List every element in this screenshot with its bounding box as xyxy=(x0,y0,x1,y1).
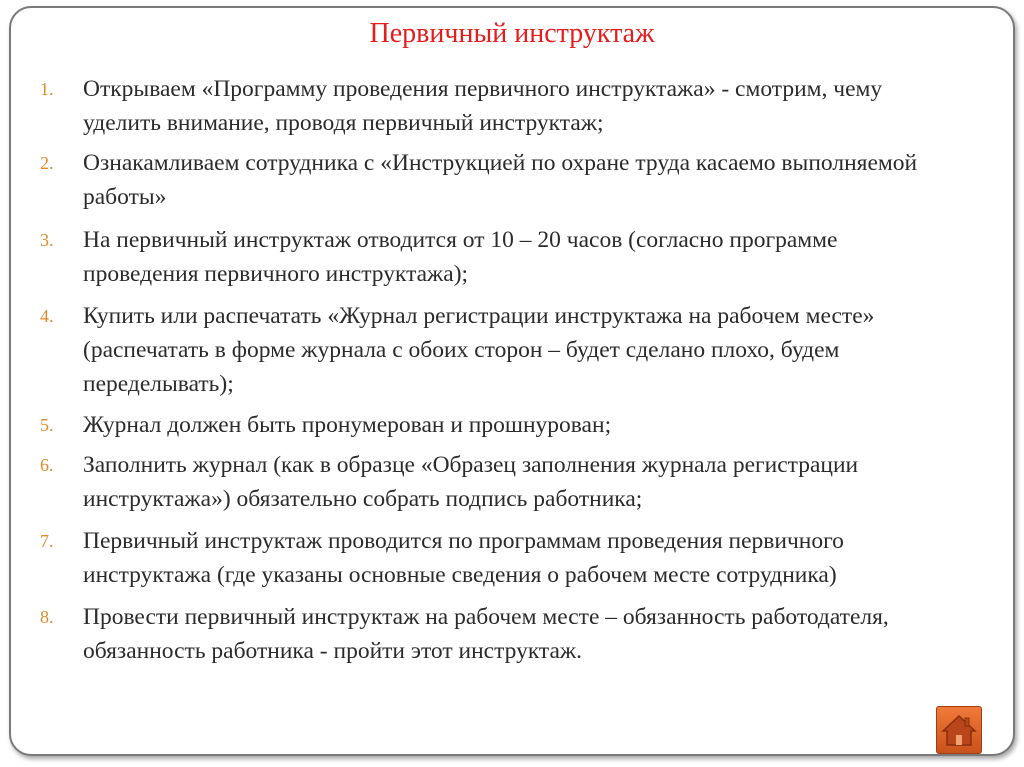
list-item xyxy=(40,448,950,516)
list-item xyxy=(40,146,950,214)
list-item-number: 4. xyxy=(40,306,54,326)
list-item xyxy=(40,524,950,592)
list-item-text: На первичный инструктаж отводится от 10 – 20 часов (согласно программе проведения первичного инструктажа); xyxy=(83,227,838,287)
list-item-text: Первичный инструктаж проводится по программам проведения первичного инструктажа (где указаны основные сведения о рабочем месте сотрудника) xyxy=(83,528,844,588)
list-item-number: 8. xyxy=(40,607,54,627)
list-item-number: 7. xyxy=(40,531,54,551)
list-item-text: Провести первичный инструктаж на рабочем месте – обязанность работодателя, обязанность работника - пройти этот инструктаж. xyxy=(83,604,889,664)
list-item-number: 3. xyxy=(40,230,54,250)
list-item xyxy=(40,223,950,291)
list-item-number: 2. xyxy=(40,153,54,173)
list-item-text: Ознакамливаем сотрудника с «Инструкцией по охране труда касаемо выполняемой работы» xyxy=(83,150,918,210)
home-button[interactable] xyxy=(936,706,982,754)
list-item xyxy=(40,299,950,401)
list-item-number: 6. xyxy=(40,455,54,475)
home-icon xyxy=(937,707,981,753)
list-item-number: 5. xyxy=(40,415,54,435)
instruction-list xyxy=(40,72,950,668)
list-item-text: Купить или распечатать «Журнал регистрации инструктажа на рабочем месте» (распечатать в форме журнала с обоих сторон – будет сделано плохо, будем переделывать); xyxy=(83,303,875,397)
list-item-text: Открываем «Программу проведения первичного инструктажа» - смотрим, чему уделить внимание, проводя первичный инструктаж; xyxy=(83,76,883,136)
slide-title: Первичный инструктаж xyxy=(369,18,655,49)
list-item-text: Журнал должен быть пронумерован и прошнурован; xyxy=(83,412,612,438)
list-item xyxy=(40,72,950,140)
list-item-text: Заполнить журнал (как в образце «Образец заполнения журнала регистрации инструктажа») обязательно собрать подпись работника; xyxy=(83,452,859,512)
list-item xyxy=(40,600,950,668)
list-item-number: 1. xyxy=(40,79,54,99)
list-item xyxy=(40,408,950,442)
